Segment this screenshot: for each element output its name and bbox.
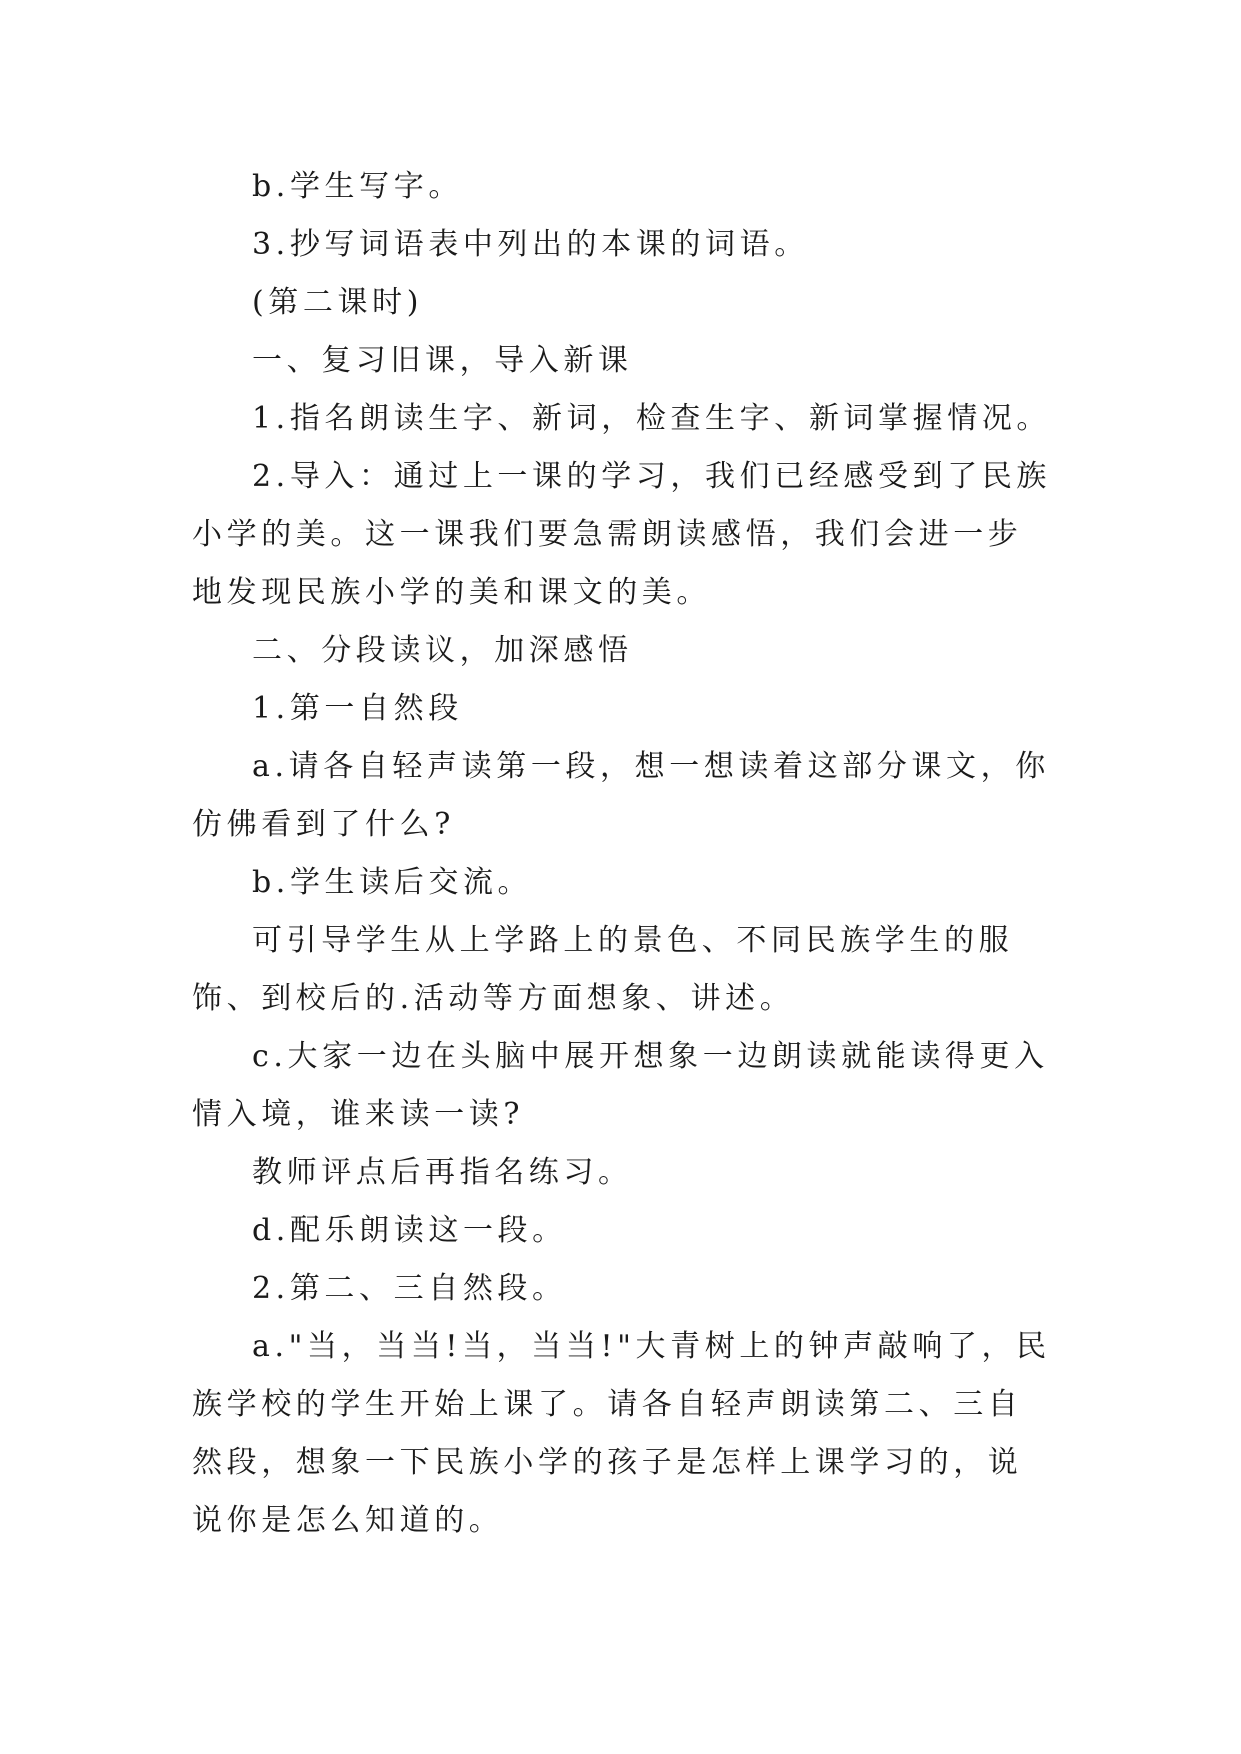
paragraph-bell-rings: a."当，当当!当，当当!"大青树上的钟声敲响了，民族学校的学生开始上课了。请各自轻声朗读第二、三自然段，想象一下民族小学的孩子是怎样上课学习的，说说你是怎么知道的。 [192,1329,1051,1538]
paragraph-write-characters: b.学生写字。 [252,169,463,204]
paragraph-read-first-section: a.请各自轻声读第一段，想一想读着这部分课文，你仿佛看到了什么? [192,749,1050,842]
paragraph-read-new-words: 1.指名朗读生字、新词，检查生字、新词掌握情况。 [252,401,1052,436]
document-body [192,158,1052,1550]
paragraph-music-reading: d.配乐朗读这一段。 [252,1213,567,1248]
paragraph-first-section-title: 1.第一自然段 [252,691,463,726]
paragraph-introduction: 2.导入：通过上一课的学习，我们已经感受到了民族小学的美。这一课我们要急需朗读感悟，我们会进一步地发现民族小学的美和课文的美。 [192,459,1052,610]
paragraph-imagine-and-read: c.大家一边在头脑中展开想象一边朗读就能读得更入情入境，谁来读一读? [192,1039,1049,1132]
paragraph-second-lesson-heading: (第二课时) [252,285,424,320]
paragraph-copy-words: 3.抄写词语表中列出的本课的词语。 [252,227,809,262]
paragraph-guide-imagination: 可引导学生从上学路上的景色、不同民族学生的服饰、到校后的.活动等方面想象、讲述。 [192,923,1014,1016]
paragraph-second-third-section-title: 2.第二、三自然段。 [252,1271,567,1306]
section-heading-review: 一、复习旧课，导入新课 [252,343,633,378]
section-heading-segment-reading: 二、分段读议，加深感悟 [252,633,633,668]
paragraph-teacher-comment: 教师评点后再指名练习。 [252,1155,633,1190]
paragraph-discuss: b.学生读后交流。 [252,865,533,900]
